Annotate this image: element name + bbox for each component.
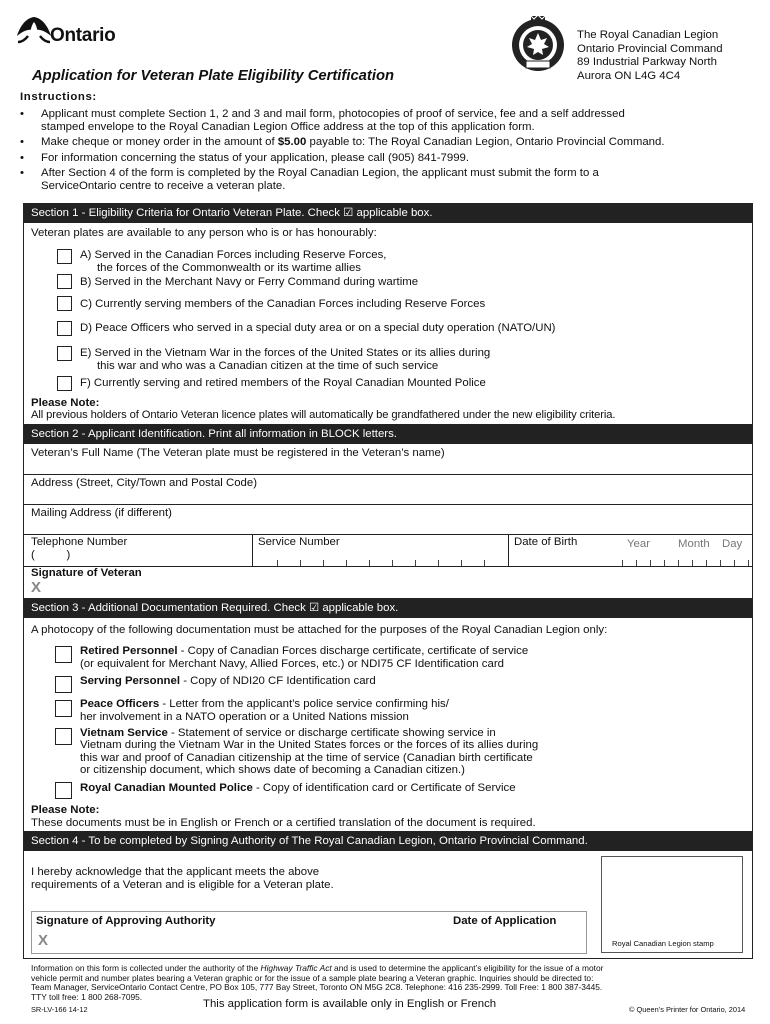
telephone-field[interactable] [60,549,250,563]
serving-personnel-text [80,675,376,687]
date-of-application-field[interactable] [453,932,583,952]
instruction-4-line1: After Section 4 of the form is completed by the Royal Canadian Legion, the applicant must submit the form to a [41,166,599,179]
form-title: Application for Veteran Plate Eligibility Certification [32,68,395,84]
field-comb-tick [706,560,707,566]
peace-officers-text [80,698,449,723]
retired-personnel-text [80,645,528,670]
privacy-line2: vehicle permit and number plates bearing a Veteran graphic or for the issue of a sample plate bearing a Veteran graphic. Inquiries should be directed to: [31,972,594,983]
section3-intro: A photocopy of the following documentation must be attached for the purposes of the Royal Canadian Legion only: [31,624,608,636]
criteria-e-checkbox[interactable] [57,346,72,361]
full-name-label: Veteran’s Full Name (The Veteran plate must be registered in the Veteran’s name) [31,447,445,459]
approval-signature-field[interactable] [54,932,444,952]
section1-note-text: All previous holders of Ontario Veteran licence plates will automatically be grandfathered under the new eligibility criteria. [31,409,616,421]
dob-month-label: Month [678,538,710,550]
criteria-a-label [80,249,386,275]
field-comb-tick [300,560,301,566]
copyright: © Queen’s Printer for Ontario, 2014 [629,1005,746,1014]
retired-personnel-line1: - Copy of Canadian Forces discharge certificate, certificate of service [177,645,529,657]
peace-officers-line2: her involvement in a NATO operation or a United Nations mission [80,710,409,723]
address-line: The Royal Canadian Legion [577,29,719,41]
instruction-1-line2: stamped envelope to the Royal Canadian Legion Office address at the top of this application form. [41,121,535,134]
date-of-application-label: Date of Application [453,915,557,927]
form-code: SR-LV-166 14-12 [31,1005,88,1014]
address-line: Ontario Provincial Command [577,42,723,55]
dob-label: Date of Birth [514,536,578,548]
retired-personnel-checkbox[interactable] [55,646,72,663]
instruction-3: For information concerning the status of your application, please call (905) 841-7999. [41,151,470,164]
field-comb-tick [748,560,749,566]
criteria-e-label [80,347,490,373]
criteria-a-line2: the forces of the Commonwealth or its wartime allies [97,262,361,274]
retired-personnel-line2: (or equivalent for Merchant Navy, Allied Forces, etc.) or NDI75 CF Identification card [80,657,504,670]
legion-crest [509,14,567,72]
approval-signature-x: X [38,932,49,949]
criteria-b-label: B) Served in the Merchant Navy or Ferry Command during wartime [80,276,419,288]
trillium-icon [14,14,54,44]
instruction-2-post: payable to: The Royal Canadian Legion, Ontario Provincial Command. [306,136,665,149]
instructions-heading: Instructions: [20,91,97,103]
field-comb-tick [650,560,651,566]
field-comb-tick [461,560,462,566]
instruction-4-line2: ServiceOntario centre to receive a veteran plate. [41,180,286,193]
legion-address [577,29,723,84]
dob-year-label: Year [627,538,651,550]
privacy-line1-post: and is used to determine the applicant’s eligibility for the issue of a motor [331,963,604,973]
approval-signature-box [31,911,587,954]
legion-badge-icon [509,14,567,72]
vietnam-service-line2: Vietnam during the Vietnam War in the United States forces or the forces of its allies during [80,739,539,752]
telephone-label: Telephone Number [31,536,128,548]
vietnam-service-text [80,727,538,777]
instruction-2-pre: Make cheque or money order in the amount of [41,136,278,149]
rcmp-desc: - Copy of identification card or Certificate of Service [252,782,516,794]
field-comb-tick [622,560,623,566]
language-note: This application form is available only in English or French [203,998,497,1010]
veteran-signature-field[interactable] [48,580,748,597]
criteria-d-label: D) Peace Officers who served in a special duty area or on a special duty operation (NATO/UN) [80,322,556,334]
fee-amount: $5.00 [277,136,307,149]
privacy-line1-pre: Information on this form is collected under the authority of the [31,963,261,973]
section3-note-heading: Please Note: [31,804,100,816]
veteran-signature-label: Signature of Veteran [31,567,142,579]
mailing-address-field[interactable] [24,520,752,534]
field-comb-tick [346,560,347,566]
service-number-field[interactable] [256,548,506,565]
serving-personnel-title: Serving Personnel [80,675,181,687]
mailing-address-label: Mailing Address (if different) [31,507,172,519]
acknowledgement-text [31,866,334,892]
legion-stamp-box[interactable] [601,856,743,953]
approving-authority-label: Signature of Approving Authority [36,915,216,927]
criteria-c-checkbox[interactable] [57,296,72,311]
criteria-c-label: C) Currently serving members of the Canadian Forces including Reserve Forces [80,298,486,310]
instructions-list: • Applicant must complete Section 1, 2 and 3 and mail form, photocopies of proof of service, fee and a self addressed stamped envelope to the Royal Canadian Legion Office address at the top of this application form. • Make cheque or money order in the amount of $5.00 payable to: The Royal Canadian Legion, Ontario Provincial Command. • For information concerning the status of your application, please call (905) 841-7999. • After Section 4 of the form is completed by the Royal Canadian Legion, the applicant must submit the form to a ServiceOntario centre to receive a veteran plate. [20,108,760,193]
serving-personnel-desc: - Copy of NDI20 CF Identification card [180,675,376,687]
peace-officers-title: Peace Officers [80,698,160,710]
criteria-a-checkbox[interactable] [57,249,72,264]
peace-officers-checkbox[interactable] [55,700,72,717]
privacy-notice [31,964,751,1002]
vietnam-service-line4: or citizenship document, which shows date of becoming a Canadian citizen.) [80,764,465,777]
field-comb-tick [734,560,735,566]
vietnam-service-line3: this war and proof of Canadian citizenship at the time of service (Canadian birth certificate [80,751,533,764]
service-number-label: Service Number [258,536,340,548]
rcmp-title: Royal Canadian Mounted Police [80,782,253,794]
address-field[interactable] [24,490,752,504]
section1-note-heading: Please Note: [31,397,100,409]
dob-day-label: Day [722,538,743,550]
section4-header: Section 4 - To be completed by Signing Authority of The Royal Canadian Legion, Ontario Provincial Command. [23,831,753,851]
acknowledgement-line1: I hereby acknowledge that the applicant meets the above [31,866,320,878]
criteria-a-line1: A) Served in the Canadian Forces including Reserve Forces, [80,249,387,261]
rcmp-text [80,782,516,794]
field-comb-tick [636,560,637,566]
field-comb-tick [415,560,416,566]
section3-note-text: These documents must be in English or French or a certified translation of the document is required. [31,817,536,829]
field-comb-tick [277,560,278,566]
field-comb-tick [484,560,485,566]
peace-officers-line1: - Letter from the applicant’s police service confirming his/ [159,698,449,710]
section2-header: Section 2 - Applicant Identification. Print all information in BLOCK letters. [23,424,753,444]
section3-header: Section 3 - Additional Documentation Required. Check ☑ applicable box. [23,598,753,618]
acknowledgement-line2: requirements of a Veteran and is eligible for a Veteran plate. [31,879,334,891]
serving-personnel-checkbox[interactable] [55,676,72,693]
field-comb-tick [323,560,324,566]
ontario-logo [14,14,144,46]
instruction-1-line1: Applicant must complete Section 1, 2 and 3 and mail form, photocopies of proof of service, fee and a self addressed [41,108,625,120]
full-name-field[interactable] [24,460,752,474]
address-line: Aurora ON L4G 4C4 [577,70,681,83]
vietnam-service-line1: - Statement of service or discharge certificate showing service in [167,727,496,739]
vietnam-service-title: Vietnam Service [80,727,168,739]
field-comb-tick [392,560,393,566]
criteria-e-line1: E) Served in the Vietnam War in the forces of the United States or its allies during [80,347,491,359]
legion-stamp-label: Royal Canadian Legion stamp [612,939,714,948]
field-comb-tick [664,560,665,566]
criteria-e-line2: this war and who was a Canadian citizen at the time of such service [97,360,439,372]
field-comb-tick [369,560,370,566]
criteria-b-checkbox[interactable] [57,274,72,289]
field-comb-tick [438,560,439,566]
field-comb-tick [720,560,721,566]
telephone-parens: ( ) [31,549,71,561]
veteran-signature-x: X [31,579,42,596]
criteria-f-label: F) Currently serving and retired members of the Royal Canadian Mounted Police [80,377,486,389]
field-comb-tick [692,560,693,566]
criteria-d-checkbox[interactable] [57,321,72,336]
address-line: 89 Industrial Parkway North [577,56,717,69]
section1-intro: Veteran plates are available to any person who is or has honourably: [31,227,377,239]
field-comb-tick [678,560,679,566]
address-label: Address (Street, City/Town and Postal Code) [31,477,258,489]
highway-traffic-act: Highway Traffic Act [260,963,332,973]
rcmp-checkbox[interactable] [55,782,72,799]
section1-header: Section 1 - Eligibility Criteria for Ontario Veteran Plate. Check ☑ applicable box. [23,203,753,223]
ontario-wordmark: Ontario [50,25,116,46]
retired-personnel-title: Retired Personnel [80,645,178,657]
criteria-f-checkbox[interactable] [57,376,72,391]
vietnam-service-checkbox[interactable] [55,728,72,745]
privacy-line4: TTY toll free: 1 800 268-7095. [31,991,143,1002]
privacy-line3: Team Manager, ServiceOntario Contact Centre, PO Box 105, 777 Bay Street, Toronto ON M5G 2C8. Telephone: 416 235-2999. Toll Free: 1 800 387-3445. [31,982,603,993]
